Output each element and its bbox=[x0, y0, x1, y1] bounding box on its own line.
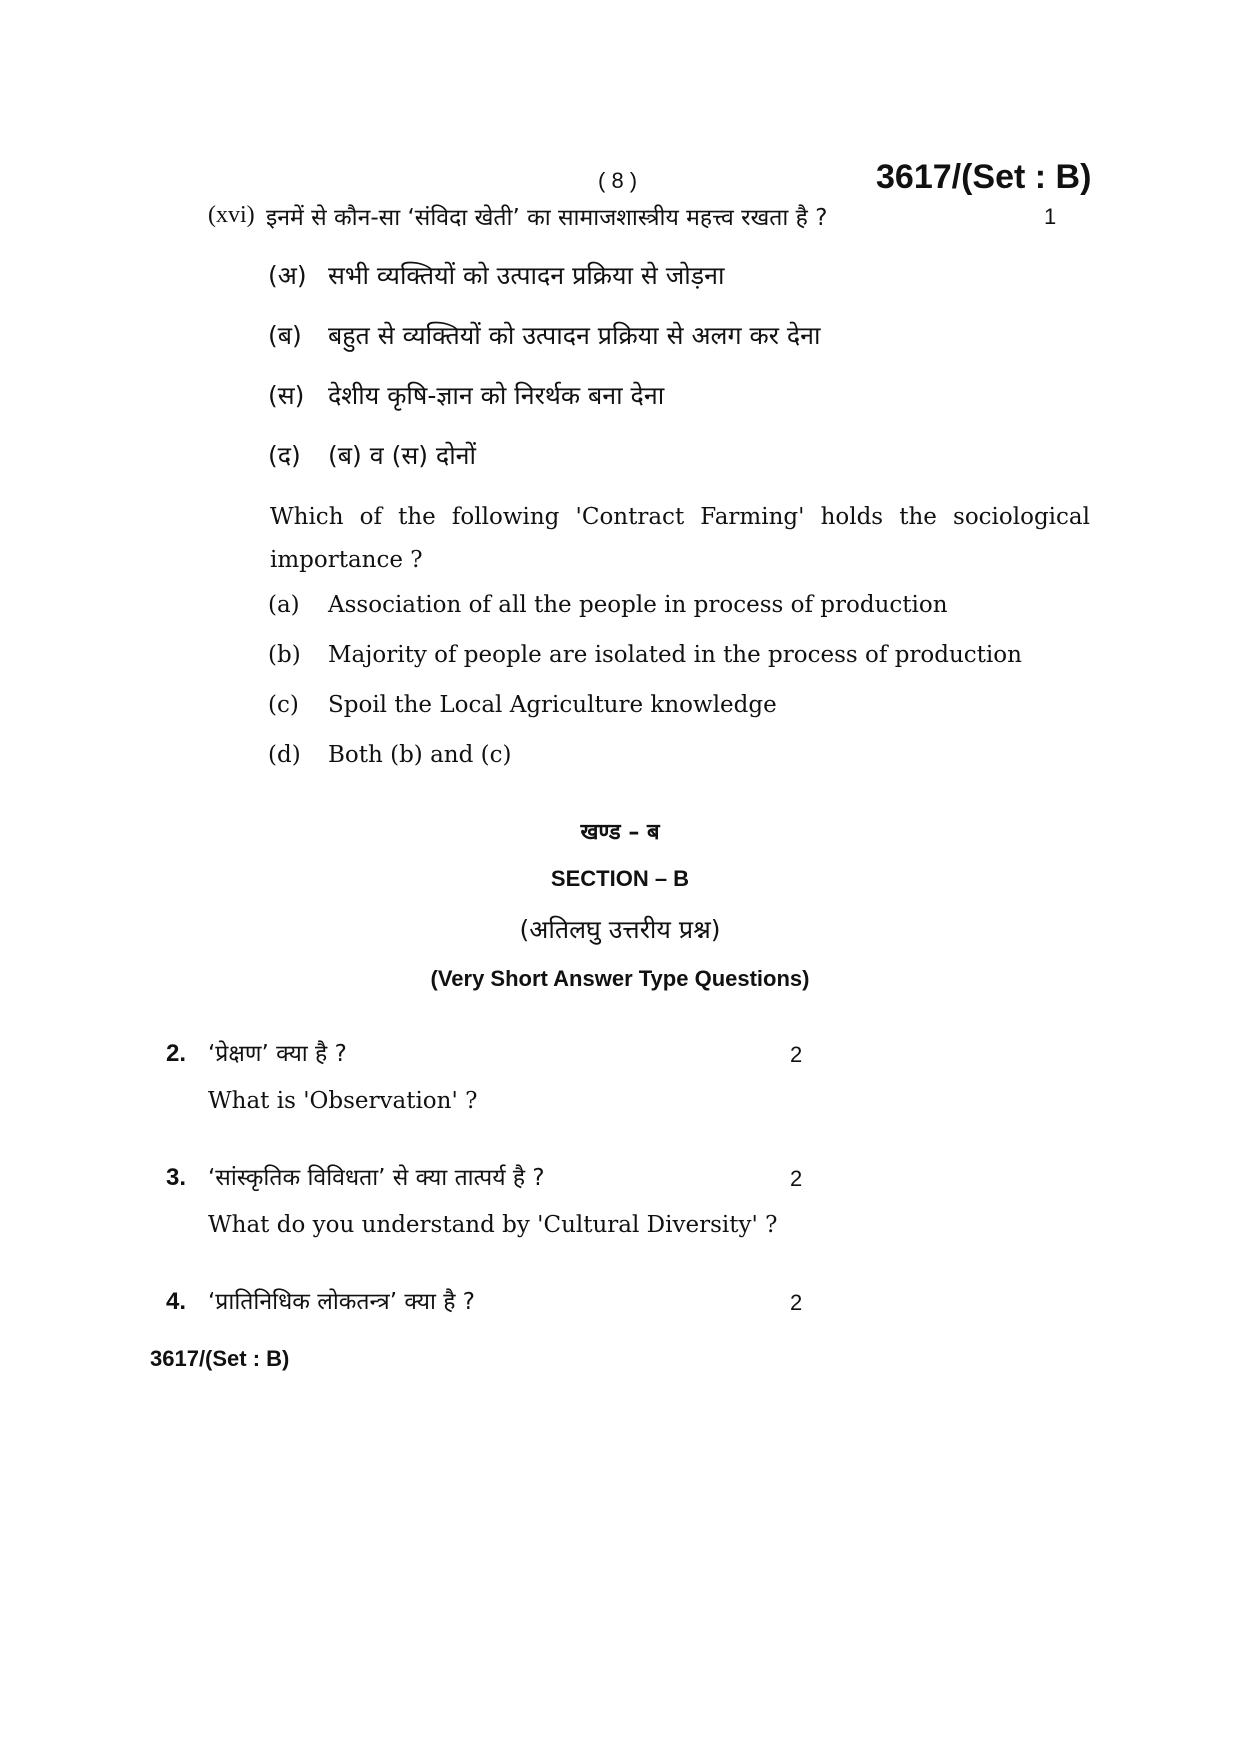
question-text-english: What do you understand by 'Cultural Diversity' ? bbox=[208, 1212, 778, 1238]
option-label: (अ) bbox=[268, 261, 307, 290]
option-text: (ब) व (स) दोनों bbox=[328, 441, 477, 470]
question-marks: 2 bbox=[790, 1290, 803, 1315]
question-number: 4. bbox=[166, 1288, 187, 1315]
section-subtitle-english: (Very Short Answer Type Questions) bbox=[430, 966, 810, 991]
question-number: 2. bbox=[166, 1040, 187, 1067]
option-text: बहुत से व्यक्तियों को उत्पादन प्रक्रिया से अलग कर देना bbox=[328, 321, 821, 350]
option-label: (a) bbox=[268, 592, 300, 618]
set-code-header: 3617/(Set : B) bbox=[876, 158, 1092, 196]
option-text: सभी व्यक्तियों को उत्पादन प्रक्रिया से जोड़ना bbox=[328, 261, 725, 290]
question-text-english: What is 'Observation' ? bbox=[208, 1088, 478, 1114]
question-marks: 1 bbox=[1044, 204, 1057, 229]
section-title-hindi: खण्ड – ब bbox=[580, 820, 660, 845]
option-label: (d) bbox=[268, 742, 301, 768]
page-number: ( 8 ) bbox=[598, 168, 638, 193]
set-code-footer: 3617/(Set : B) bbox=[150, 1346, 290, 1371]
question-marks: 2 bbox=[790, 1042, 803, 1067]
option-text: Both (b) and (c) bbox=[328, 742, 512, 768]
option-text: Majority of people are isolated in the process of production bbox=[328, 642, 1022, 668]
option-label: (ब) bbox=[268, 321, 302, 350]
section-subtitle-hindi: (अतिलघु उत्तरीय प्रश्न) bbox=[519, 915, 721, 944]
question-marks: 2 bbox=[790, 1166, 803, 1191]
option-label: (b) bbox=[268, 642, 301, 668]
option-label: (स) bbox=[268, 381, 305, 410]
question-text-hindi: इनमें से कौन-सा ‘संविदा खेती’ का सामाजशास्त्रीय महत्त्व रखता है ? bbox=[266, 205, 828, 231]
question-text-hindi: ‘प्रेक्षण’ क्या है ? bbox=[208, 1041, 347, 1067]
option-label: (द) bbox=[268, 441, 301, 470]
section-title-english: SECTION – B bbox=[550, 866, 690, 891]
option-text: Spoil the Local Agriculture knowledge bbox=[328, 692, 777, 718]
question-text-hindi: ‘प्रातिनिधिक लोकतन्त्र’ क्या है ? bbox=[208, 1289, 475, 1315]
question-number: (xvi) bbox=[208, 202, 255, 228]
option-text: देशीय कृषि-ज्ञान को निरर्थक बना देना bbox=[328, 381, 665, 410]
question-text-english: Which of the following 'Contract Farming' holds the sociological importance ? bbox=[270, 504, 1090, 573]
question-number: 3. bbox=[166, 1164, 187, 1191]
option-text: Association of all the people in process of production bbox=[328, 592, 948, 618]
question-text-hindi: ‘सांस्कृतिक विविधता’ से क्या तात्पर्य है ? bbox=[208, 1165, 545, 1191]
option-label: (c) bbox=[268, 692, 299, 718]
